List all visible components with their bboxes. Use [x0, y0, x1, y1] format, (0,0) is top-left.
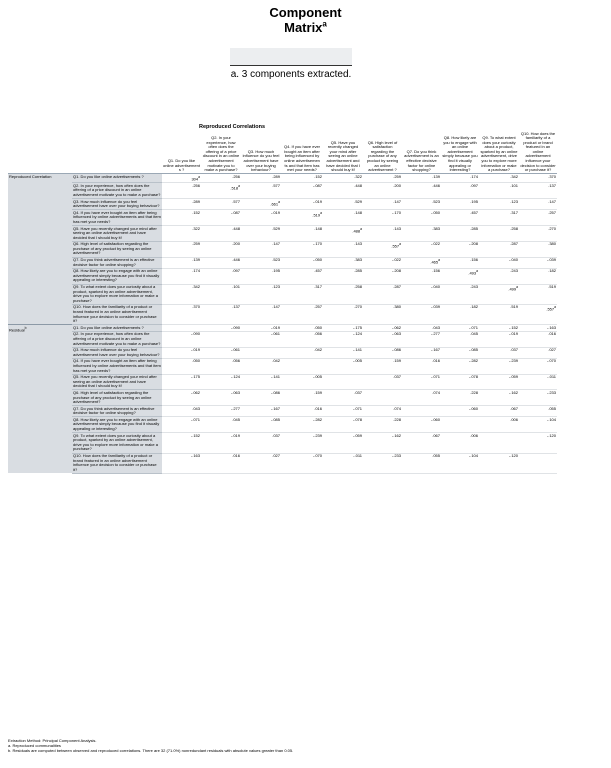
value-cell: .523	[241, 257, 281, 268]
section-label	[8, 174, 72, 325]
value-cell: .159	[363, 358, 402, 374]
value-cell: .289	[241, 174, 281, 183]
column-header: Q10. How does the familiarity of a product or brand featured in an online advertisement influence your decision to consider or purchase it?	[520, 131, 556, 173]
communality-sup: a	[399, 242, 401, 247]
value-cell: .457	[441, 210, 479, 226]
column-header: Q1. Do you like online advertisement s ?	[162, 131, 201, 174]
value-cell: -.005	[281, 374, 323, 390]
value-cell: -.162	[363, 433, 402, 453]
value-cell: -.170	[281, 241, 323, 257]
value-cell: -.071	[323, 406, 363, 417]
row-item-label: Q9. To what extent does your curiosity about a product, sparked by an online advertisement, drive you to explore more information or make a purchase?	[72, 284, 162, 304]
value-cell: -.086	[241, 390, 281, 406]
communality-sup: a	[278, 199, 280, 204]
row-item-label: Q10. How does the familiarity of a product or brand featured in an online advertisement influence your decision to consider or purchase it?	[72, 453, 162, 473]
value-cell: -.050	[402, 210, 441, 226]
value-cell: .042	[241, 358, 281, 374]
value-cell: .200	[201, 241, 241, 257]
value-cell: .342	[479, 174, 519, 183]
value-cell: -.011	[323, 453, 363, 473]
value-cell: .285	[323, 268, 363, 284]
value-cell: .148	[323, 210, 363, 226]
value-cell: .383	[323, 257, 363, 268]
value-cell: .257	[281, 304, 323, 324]
value-cell: -.061	[201, 347, 241, 358]
value-cell: -.062	[363, 325, 402, 332]
value-cell: .037	[479, 347, 519, 358]
table-row	[8, 417, 557, 433]
value-cell: -.175	[162, 374, 201, 390]
value-cell: .050	[281, 325, 323, 332]
value-cell: -.071	[162, 417, 201, 433]
value-cell: -.090	[201, 325, 241, 332]
footnotes	[8, 739, 603, 754]
value-cell: .147	[241, 241, 281, 257]
value-cell: .156	[441, 257, 479, 268]
value-cell: .529	[241, 226, 281, 242]
row-item-label: Q8. How likely are you to engage with an online advertisement simply because you find it visually appealing or interesting?	[72, 417, 162, 433]
component-matrix-title-line2	[0, 20, 611, 35]
value-cell: -.087	[201, 210, 241, 226]
value-cell: .045	[201, 417, 241, 433]
value-cell: -.233	[519, 390, 557, 406]
table-row	[8, 226, 557, 242]
value-cell	[441, 417, 479, 433]
value-cell: .195	[441, 199, 479, 210]
value-cell: 304$^a$	[162, 174, 201, 183]
value-cell: -.152	[479, 325, 519, 332]
reproduced-correlations-table	[8, 131, 557, 474]
value-cell: .043	[402, 325, 441, 332]
value-cell: .139	[162, 257, 201, 268]
row-item-label: Q5. Have you recently changed your mind after seeing an online advertisement and have decided that I should buy it!	[72, 374, 162, 390]
value-cell: -.233	[363, 453, 402, 473]
value-cell: .519	[519, 284, 557, 304]
value-cell	[323, 374, 363, 390]
value-cell: -.163	[519, 325, 557, 332]
value-cell: .342	[162, 284, 201, 304]
value-cell: -.039	[519, 257, 557, 268]
value-cell: .228	[441, 390, 479, 406]
value-cell: -.071	[441, 325, 479, 332]
value-cell: .016	[519, 331, 557, 347]
value-cell	[162, 325, 201, 332]
value-cell: .056	[281, 331, 323, 347]
table-row	[8, 374, 557, 390]
value-cell: -.011	[519, 374, 557, 390]
header-corner	[72, 131, 162, 174]
value-cell: -.175	[323, 325, 363, 332]
column-header: Q2. In your experience, how often does the offering of a price discount in an online advertisement motivate you to make a purchase?	[201, 131, 241, 174]
value-cell: -.167	[241, 406, 281, 417]
header-corner	[8, 131, 72, 174]
value-cell: .043	[162, 406, 201, 417]
value-cell: .258	[479, 226, 519, 242]
value-cell: -.120	[519, 433, 557, 453]
value-cell: .448	[323, 183, 363, 199]
value-cell: .147	[241, 304, 281, 324]
row-item-label: Q6. High level of satisfaction regarding the purchase of any product by seeing an online advertisement?	[72, 241, 162, 257]
value-cell: .383	[402, 226, 441, 242]
value-cell: .322	[162, 226, 201, 242]
row-item-label: Q1. Do you like online advertisements ?	[72, 174, 162, 183]
value-cell: -.239	[281, 433, 323, 453]
value-cell: -.162	[479, 390, 519, 406]
value-cell: .243	[479, 268, 519, 284]
value-cell: .287	[479, 241, 519, 257]
value-cell: .042	[281, 347, 323, 358]
value-cell: .493$^a$	[441, 268, 479, 284]
value-cell: .523	[402, 199, 441, 210]
communality-sup: a	[554, 305, 556, 310]
row-item-label: Q10. How does the familiarity of a product or brand featured in an online advertisement influence your decision to consider or purchase it?	[72, 304, 162, 324]
table-row	[8, 406, 557, 417]
value-cell: .056	[201, 358, 241, 374]
row-item-label: Q3. How much influence do you feel advertisement have over your buying behaviour?	[72, 199, 162, 210]
value-cell: .152	[162, 210, 201, 226]
value-cell: .016	[201, 453, 241, 473]
value-cell: .529	[323, 199, 363, 210]
value-cell	[363, 390, 402, 406]
value-cell: -.019	[281, 199, 323, 210]
value-cell: .518$^a$	[201, 183, 241, 199]
value-cell: .137	[201, 304, 241, 324]
value-cell: .258	[323, 284, 363, 304]
value-cell: .228	[363, 417, 402, 433]
row-item-label: Q5. Have you recently changed your mind after seeing an online advertisement and have decided that I should buy it!	[72, 226, 162, 242]
communality-sup: a	[438, 258, 440, 263]
value-cell: -.208	[363, 268, 402, 284]
value-cell: .577	[201, 199, 241, 210]
section-label-sup: b	[24, 325, 27, 330]
value-cell: .287	[363, 284, 402, 304]
value-cell: .037	[241, 433, 281, 453]
section-label-text: Reproduced Correlation	[9, 173, 52, 179]
value-cell: .139	[402, 174, 441, 183]
column-header: Q8. How likely are you to engage with an online advertisement simply because you find it visually appealing or interesting?	[441, 131, 479, 174]
table-header-row	[8, 131, 557, 174]
table-body	[8, 174, 557, 474]
value-cell: -.059	[479, 374, 519, 390]
column-header: Q5. Have you recently changed your mind after seeing an online advertisement and have decided that I should buy it!	[323, 131, 363, 174]
reproduced-correlations-title: Reproduced Correlations	[199, 124, 266, 130]
row-item-label: Q9. To what extent does your curiosity about a product, sparked by an online advertisement, drive you to explore more information or make a purchase?	[72, 433, 162, 453]
value-cell: .027	[519, 347, 557, 358]
component-matrix-title-text: Matrix	[284, 20, 323, 35]
value-cell: .182	[441, 304, 479, 324]
value-cell: -.104	[519, 417, 557, 433]
value-cell: .147	[519, 199, 557, 210]
value-cell	[201, 331, 241, 347]
value-cell: .370	[162, 304, 201, 324]
value-cell: -.019	[201, 433, 241, 453]
communality-sup: a	[360, 226, 362, 231]
value-cell	[519, 453, 557, 473]
value-cell: -.282	[441, 358, 479, 374]
value-cell: .499$^a$	[479, 284, 519, 304]
value-cell: -.071	[402, 374, 441, 390]
communality-sup: a	[320, 210, 322, 215]
value-cell: -.040	[402, 284, 441, 304]
value-cell: .446	[402, 183, 441, 199]
value-cell: .380	[363, 304, 402, 324]
row-item-label: Q3. How much influence do you feel advertisement have over your buying behaviour?	[72, 347, 162, 358]
value-cell: -.070	[281, 453, 323, 473]
table-row	[8, 199, 557, 210]
value-cell: .027	[241, 453, 281, 473]
value-cell: .557$^a$	[363, 241, 402, 257]
table-row	[8, 183, 557, 199]
table-row	[8, 174, 557, 183]
value-cell: .448	[201, 226, 241, 242]
value-cell: .097	[201, 268, 241, 284]
column-header: Q7. Do you think advertisement is an effective decisive factor for online shopping?	[402, 131, 441, 174]
value-cell: .006	[441, 433, 479, 453]
value-cell	[402, 406, 441, 417]
value-cell: .037	[323, 390, 363, 406]
row-item-label: Q7. Do you think advertisement is an effective decisive factor for online shopping?	[72, 257, 162, 268]
value-cell: .256	[201, 174, 241, 183]
value-cell: .159	[281, 390, 323, 406]
communality-sup: a	[476, 269, 478, 274]
value-cell: .256	[162, 183, 201, 199]
value-cell: -.152	[162, 433, 201, 453]
footnote-line: b. Residuals are computed between observed and reproduced correlations. There are 32 (71.0%) nonredundant residuals with absolute values greater than 0.05.	[8, 747, 294, 753]
row-item-label: Q1. Do you like online advertisements ?	[72, 325, 162, 332]
value-cell: .143	[363, 226, 402, 242]
column-header: Q4. If you have ever bought an item after being influenced by online advertisemen ts and that item has met your needs?	[281, 131, 323, 174]
value-cell: .259	[162, 241, 201, 257]
value-cell: .101	[479, 183, 519, 199]
component-matrix-note: a. 3 components extracted.	[230, 69, 352, 80]
value-cell	[241, 347, 281, 358]
value-cell: -.085	[441, 347, 479, 358]
value-cell: -.282	[281, 417, 323, 433]
value-cell: .519	[479, 304, 519, 324]
value-cell: .195	[241, 268, 281, 284]
value-cell: -.141	[323, 347, 363, 358]
value-cell: .457	[281, 268, 323, 284]
value-cell: .200	[363, 183, 402, 199]
value-cell: -.040	[479, 257, 519, 268]
communality-sup: a	[198, 174, 200, 179]
value-cell	[479, 433, 519, 453]
value-cell: .317	[479, 210, 519, 226]
row-item-label: Q4. If you have ever bought an item after being influenced by online advertisements and that item has met your needs?	[73, 358, 161, 373]
value-cell: .074	[363, 406, 402, 417]
table-row	[8, 304, 557, 324]
value-cell: -.060	[441, 406, 479, 417]
value-cell: .519$^a$	[281, 210, 323, 226]
value-cell: .557$^a$	[519, 304, 557, 324]
value-cell: -.090	[162, 331, 201, 347]
value-cell: .270	[323, 304, 363, 324]
table-row	[8, 325, 557, 332]
table-row	[8, 453, 557, 473]
value-cell: -.061	[241, 331, 281, 347]
row-item-label: Q2. In your experience, how often does the offering of a price discount in an online advertisement motivate you to make a purchase?	[73, 182, 161, 197]
table-row	[8, 257, 557, 268]
row-item-label: Q2. In your experience, how often does the offering of a price discount in an online advertisement motivate you to make a purchase?	[73, 331, 161, 346]
value-cell: .050	[162, 358, 201, 374]
value-cell: -.039	[402, 304, 441, 324]
value-cell: .174	[441, 174, 479, 183]
value-cell: .446	[201, 257, 241, 268]
component-matrix-title	[0, 5, 611, 35]
value-cell: .285	[441, 226, 479, 242]
communality-sup: a	[516, 285, 518, 290]
value-cell: -.019	[241, 325, 281, 332]
table-row	[8, 347, 557, 358]
value-cell: -.063	[201, 390, 241, 406]
table-row	[8, 241, 557, 257]
component-matrix-title-line1: Component	[269, 5, 342, 20]
table-row	[8, 284, 557, 304]
footnote-line: a. Reproduced communalities	[8, 742, 61, 748]
value-cell: -.062	[162, 390, 201, 406]
value-cell: -.277	[402, 331, 441, 347]
value-cell: .152	[281, 174, 323, 183]
value-cell: .174	[162, 268, 201, 284]
value-cell: -.277	[201, 406, 241, 417]
value-cell: -.163	[162, 453, 201, 473]
component-matrix-rule	[230, 65, 352, 66]
value-cell: -.087	[281, 183, 323, 199]
value-cell: .147	[363, 199, 402, 210]
column-header: Q3. How much influence do you feel advertisement have over your buying behaviour?	[241, 131, 281, 174]
value-cell: -.167	[402, 347, 441, 358]
column-header: Q9. To what extent does your curiosity about a product, sparked by an online advertisement, drive you to explore more information or make a purchase?	[479, 131, 519, 174]
value-cell: .182	[519, 268, 557, 284]
value-cell: .156	[402, 268, 441, 284]
value-cell: .465$^a$	[402, 257, 441, 268]
value-cell: -.005	[323, 358, 363, 374]
value-cell: -.019	[479, 331, 519, 347]
table-row	[8, 358, 557, 374]
column-header: Q6. High level of satisfaction regarding the purchase of any product by seeing an online advertisement ?	[363, 131, 402, 174]
value-cell: -.124	[201, 374, 241, 390]
value-cell: .137	[519, 183, 557, 199]
component-matrix-empty-cell	[230, 48, 352, 65]
value-cell: -.120	[479, 453, 519, 473]
value-cell: .317	[281, 284, 323, 304]
row-item-label: Q6. High level of satisfaction regarding the purchase of any product by seeing an online advertisement?	[72, 390, 162, 406]
value-cell: -.059	[323, 433, 363, 453]
communality-sup: a	[238, 183, 240, 188]
row-item-label: Q4. If you have ever bought an item after being influenced by online advertisements and that item has met your needs?	[73, 209, 161, 224]
value-cell: -.060	[402, 417, 441, 433]
value-cell: .097	[441, 183, 479, 199]
value-cell: -.124	[323, 331, 363, 347]
value-cell: .123	[479, 199, 519, 210]
row-item-label: Q7. Do you think advertisement is an effective decisive factor for online shopping?	[72, 406, 162, 417]
value-cell: .259	[363, 174, 402, 183]
value-cell: .037	[363, 374, 402, 390]
value-cell: .577	[241, 183, 281, 199]
value-cell: -.170	[363, 210, 402, 226]
component-matrix-title-sup: a	[322, 19, 327, 29]
value-cell: .243	[441, 284, 479, 304]
value-cell	[281, 358, 323, 374]
value-cell: -.104	[441, 453, 479, 473]
value-cell: .016	[402, 358, 441, 374]
value-cell: .148	[281, 226, 323, 242]
value-cell: .045	[441, 331, 479, 347]
value-cell: .055	[519, 406, 557, 417]
value-cell: .101	[201, 284, 241, 304]
value-cell: .006	[479, 417, 519, 433]
value-cell: -.078	[441, 374, 479, 390]
value-cell: -.085	[241, 417, 281, 433]
table-row	[8, 210, 557, 226]
value-cell: .016	[281, 406, 323, 417]
value-cell: .661$^a$	[241, 199, 281, 210]
value-cell: -.022	[363, 257, 402, 268]
value-cell: .289	[162, 199, 201, 210]
table-row	[8, 390, 557, 406]
value-cell: .143	[323, 241, 363, 257]
table-row	[8, 268, 557, 284]
value-cell: .067	[479, 406, 519, 417]
value-cell: -.086	[363, 347, 402, 358]
value-cell: .123	[241, 284, 281, 304]
section-label-text: Residual	[9, 327, 25, 333]
value-cell: .257	[519, 210, 557, 226]
value-cell: -.019	[241, 210, 281, 226]
value-cell: .322	[323, 174, 363, 183]
value-cell: .055	[402, 453, 441, 473]
value-cell: -.208	[441, 241, 479, 257]
table-row	[8, 331, 557, 347]
section-label	[8, 325, 72, 474]
value-cell: .067	[402, 433, 441, 453]
value-cell: -.019	[162, 347, 201, 358]
value-cell: .488$^a$	[323, 226, 363, 242]
value-cell: .370	[519, 174, 557, 183]
value-cell: -.050	[281, 257, 323, 268]
table-row	[8, 433, 557, 453]
value-cell: -.239	[479, 358, 519, 374]
footnote-line: Extraction Method: Principal Component Analysis.	[8, 738, 97, 743]
value-cell: -.063	[363, 331, 402, 347]
value-cell: -.022	[402, 241, 441, 257]
value-cell: .074	[402, 390, 441, 406]
value-cell: -.070	[519, 358, 557, 374]
value-cell: -.141	[241, 374, 281, 390]
value-cell: .270	[519, 226, 557, 242]
value-cell: -.078	[323, 417, 363, 433]
row-item-label: Q8. How likely are you to engage with an online advertisement simply because you find it visually appealing or interesting?	[72, 268, 162, 284]
value-cell: .380	[519, 241, 557, 257]
